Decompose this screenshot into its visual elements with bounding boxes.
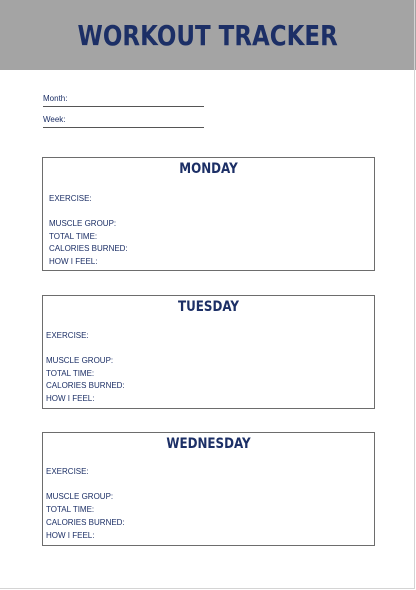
muscle-group-field[interactable]: MUSCLE GROUP: (46, 492, 114, 501)
calories-burned-field[interactable]: CALORIES BURNED: (46, 381, 125, 390)
day-title: WEDNESDAY (166, 436, 251, 452)
calories-burned-field[interactable]: CALORIES BURNED: (46, 518, 125, 527)
month-field[interactable] (43, 94, 204, 107)
how-i-feel-field[interactable]: HOW I FEEL: (49, 257, 98, 266)
total-time-field[interactable]: TOTAL TIME: (46, 505, 95, 514)
page-title: WORKOUT TRACKER (77, 18, 339, 52)
day-title: TUESDAY (177, 299, 240, 315)
exercise-field[interactable]: EXERCISE: (49, 194, 92, 203)
how-i-feel-field[interactable]: HOW I FEEL: (46, 394, 95, 403)
total-time-field[interactable]: TOTAL TIME: (46, 369, 95, 378)
week-field[interactable] (43, 115, 204, 128)
day-card-wednesday (42, 432, 375, 546)
month-label: Month: (43, 94, 68, 103)
exercise-field[interactable]: EXERCISE: (46, 331, 89, 340)
day-title: MONDAY (179, 161, 238, 177)
muscle-group-field[interactable]: MUSCLE GROUP: (49, 219, 117, 228)
calories-burned-field[interactable]: CALORIES BURNED: (49, 244, 128, 253)
week-label: Week: (43, 115, 66, 124)
muscle-group-field[interactable]: MUSCLE GROUP: (46, 356, 114, 365)
day-card-monday (42, 157, 375, 271)
exercise-field[interactable]: EXERCISE: (46, 467, 89, 476)
how-i-feel-field[interactable]: HOW I FEEL: (46, 531, 95, 540)
total-time-field[interactable]: TOTAL TIME: (49, 232, 98, 241)
header-banner (0, 0, 416, 70)
day-card-tuesday (42, 295, 375, 409)
